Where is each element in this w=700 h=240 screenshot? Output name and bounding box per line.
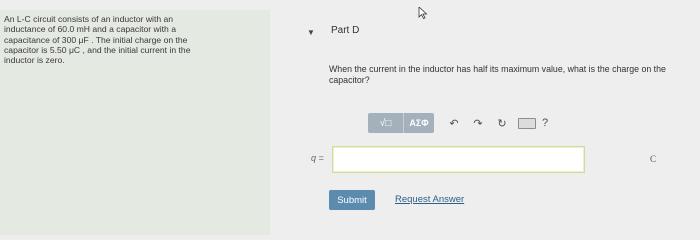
problem-line: inductance of 60.0 mH and a capacitor with a — [4, 24, 176, 35]
answer-input[interactable] — [332, 146, 585, 173]
problem-line: inductor is zero. — [4, 55, 65, 66]
request-answer-link[interactable]: Request Answer — [395, 194, 465, 205]
math-templates-button[interactable]: √□ — [368, 113, 404, 133]
equation-toolbar — [368, 112, 588, 134]
part-title[interactable]: Part D — [331, 25, 360, 36]
reset-icon[interactable]: ↻ — [497, 117, 507, 130]
triangle-down-icon[interactable]: ▼ — [307, 28, 315, 37]
greek-symbols-button[interactable]: ΑΣΦ — [409, 118, 429, 128]
undo-icon[interactable]: ↶ — [449, 117, 459, 130]
question-line: capacitor? — [329, 74, 370, 85]
submit-button[interactable]: Submit — [329, 190, 375, 210]
help-icon[interactable]: ? — [542, 117, 549, 129]
question-text — [329, 64, 699, 85]
answer-variable-label: q = — [311, 153, 324, 163]
answer-unit: C — [650, 154, 657, 164]
question-line: When the current in the inductor has half its maximum value, what is the charge on the — [329, 64, 666, 74]
problem-statement-text — [4, 14, 264, 65]
keyboard-icon[interactable] — [518, 118, 536, 129]
problem-line: capacitance of 300 μF . The initial charge on the — [4, 34, 188, 45]
redo-icon[interactable]: ↷ — [473, 117, 483, 130]
problem-line: An L-C circuit consists of an inductor with an — [4, 14, 174, 24]
template-button-group — [368, 113, 434, 133]
mouse-cursor-icon — [418, 7, 428, 19]
problem-statement-panel — [0, 10, 270, 235]
problem-line: capacitor is 5.50 μC , and the initial current in the — [4, 44, 191, 55]
